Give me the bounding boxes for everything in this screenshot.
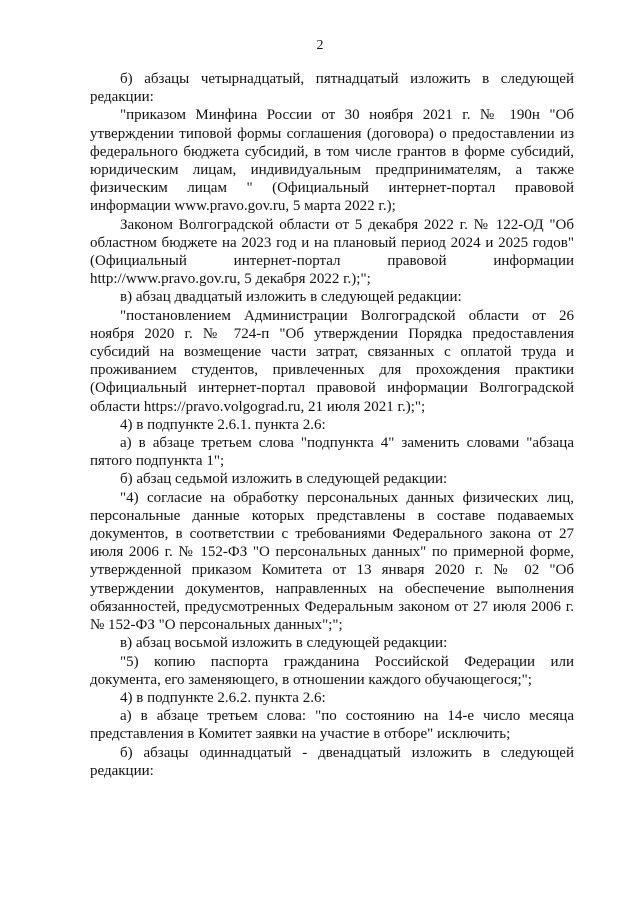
- paragraph: а) в абзаце третьем слова: "по состоянию на 14-е число месяца представления в Комитет заявки на участие в отборе" исключить;: [90, 708, 574, 743]
- paragraph: а) в абзаце третьем слова "подпункта 4" заменить словами "абзаца пятого подпункта 1";: [90, 435, 574, 470]
- paragraph: "приказом Минфина России от 30 ноября 2021 г. № 190н "Об утверждении типовой формы соглашения (договора) о предоставлении из федерального бюджета субсидий, в том числе грантов в форме субсидий, юридическим лицам, индивидуальным предпринимателям, а также физическим лицам " (Официальный интернет-портал правовой информации www.pravo.gov.ru, 5 марта 2022 г.);: [90, 107, 574, 215]
- paragraph: 4) в подпункте 2.6.1. пункта 2.6:: [120, 416, 326, 433]
- document-body: [90, 70, 574, 780]
- paragraph: "5) копию паспорта гражданина Российской Федерации или документа, его заменяющего, в отношении каждого обучающегося;";: [90, 653, 574, 688]
- paragraph: "4) согласие на обработку персональных данных физических лиц, персональные данные которых представлены в составе подаваемых документов, в соответствии с требованиями Федерального закона от 27 июля 2006 г. № 152-ФЗ "О персональных данных" по примерной форме, утвержденной приказом Комитета от 13 января 2020 г. № 02 "Об утверждении документов, направленных на обеспечение выполнения обязанностей, предусмотренных Федеральным законом от 27 июля 2006 г. № 152-ФЗ "О персональных данных";";: [90, 489, 574, 634]
- paragraph: б) абзацы четырнадцатый, пятнадцатый изложить в следующей редакции:: [90, 71, 574, 106]
- paragraph: в) абзац восьмой изложить в следующей редакции:: [120, 635, 448, 652]
- paragraph: Законом Волгоградской области от 5 декабря 2022 г. № 122-ОД "Об областном бюджете на 2023 год и на плановый период 2024 и 2025 годов" (Официальный интернет-портал правовой информации http://www.pravo.gov.ru, 5 декабря 2022 г.);";: [90, 216, 574, 288]
- page-number: 2: [316, 38, 324, 53]
- paragraph: в) абзац двадцатый изложить в следующей редакции:: [120, 289, 462, 306]
- paragraph: б) абзацы одиннадцатый - двенадцатый изложить в следующей редакции:: [90, 744, 574, 779]
- paragraph: 4) в подпункте 2.6.2. пункта 2.6:: [120, 689, 326, 706]
- paragraph: б) абзац седьмой изложить в следующей редакции:: [120, 471, 448, 488]
- paragraph: "постановлением Администрации Волгоградской области от 26 ноября 2020 г. № 724-п "Об утверждении Порядка предоставления субсидий на возмещение части затрат, связанных с оплатой труда и проживанием студентов, привлеченных для прохождения практики (Официальный интернет-портал правовой информации Волгоградской области https://pravo.volgograd.ru, 21 июля 2021 г.);";: [90, 307, 574, 415]
